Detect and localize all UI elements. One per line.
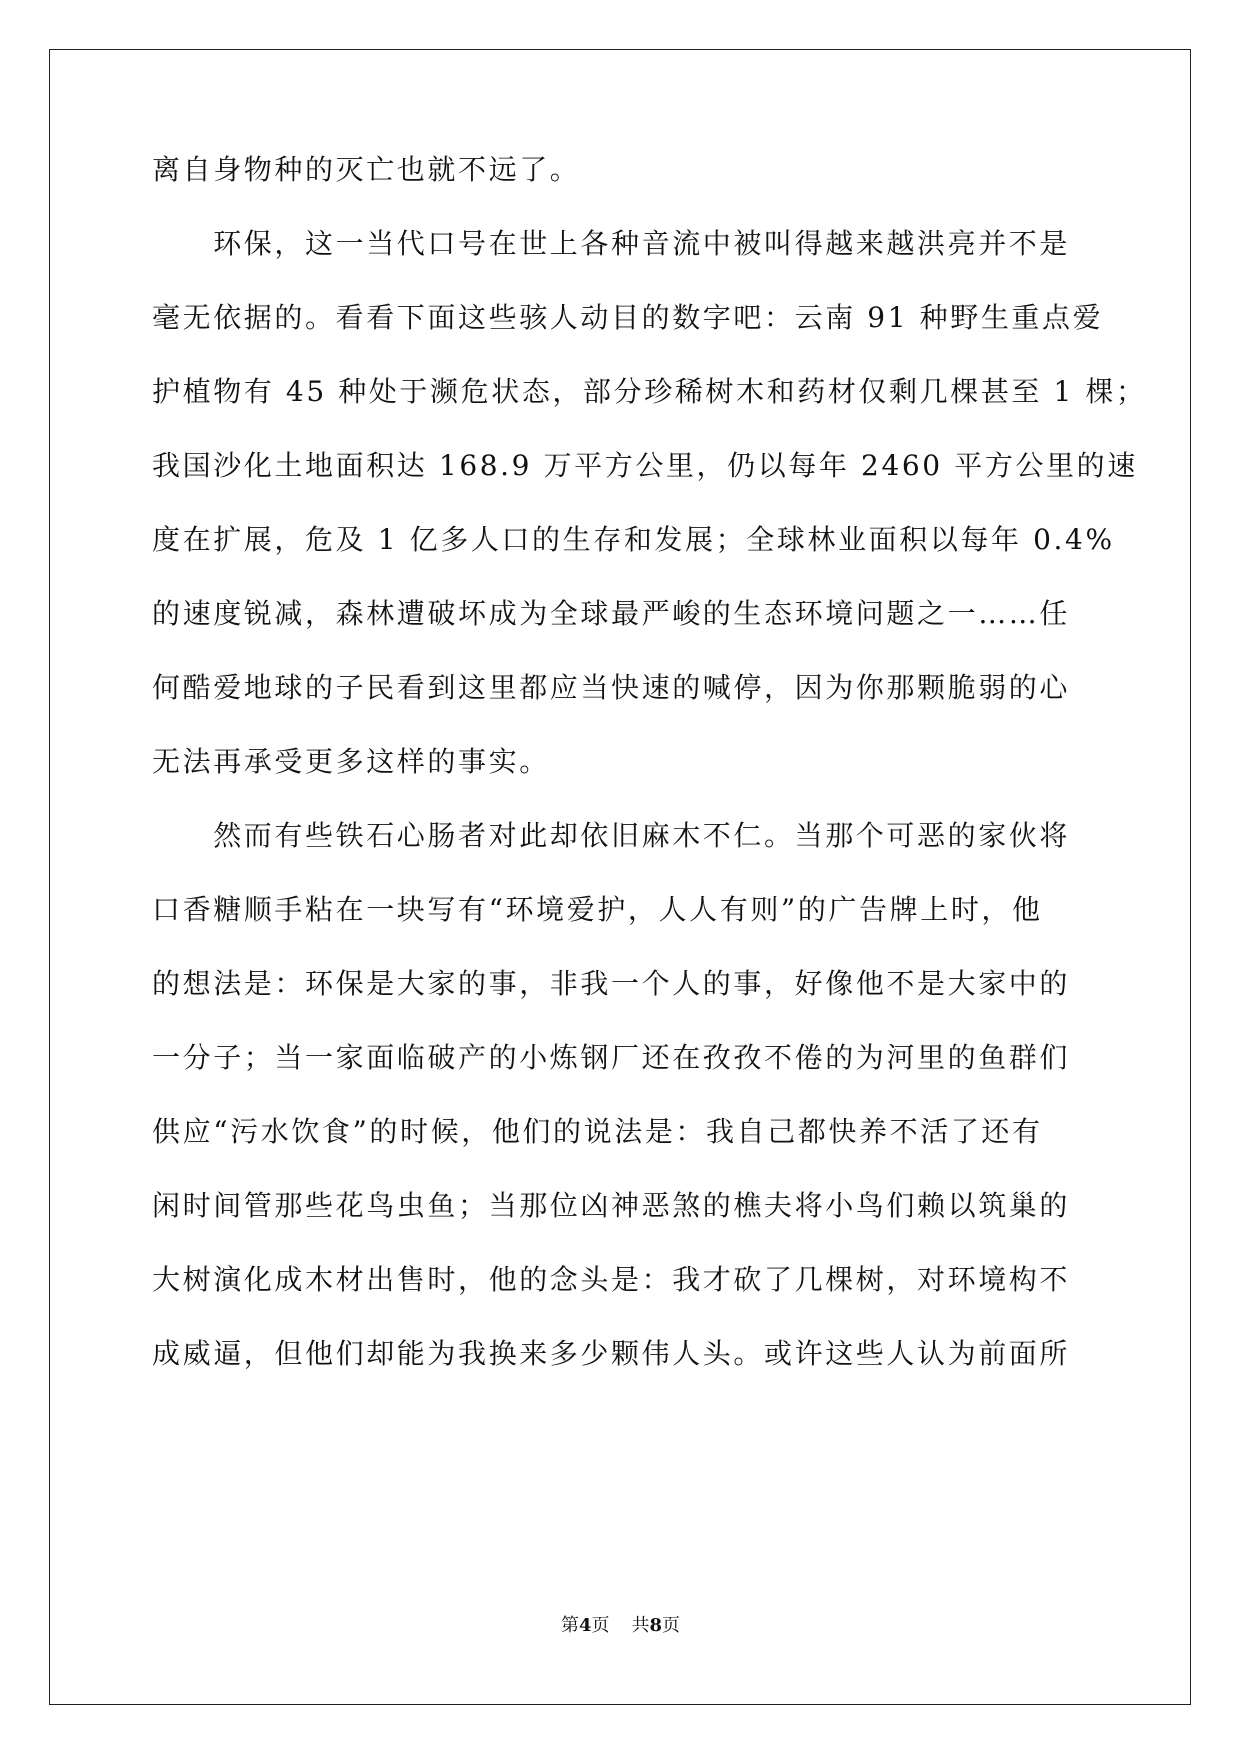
text-line: 护植物有 45 种处于濒危状态，部分珍稀树木和药材仅剩几棵甚至 1 棵； bbox=[152, 375, 1147, 408]
text-line: 无法再承受更多这样的事实。 bbox=[152, 745, 550, 778]
text-line: 离自身物种的灭亡也就不远了。 bbox=[152, 153, 581, 186]
text-line: 一分子；当一家面临破产的小炼钢厂还在孜孜不倦的为河里的鱼群们 bbox=[152, 1041, 1071, 1074]
text-line: 环保，这一当代口号在世上各种音流中被叫得越来越洪亮并不是 bbox=[152, 227, 1071, 260]
text-line: 度在扩展，危及 1 亿多人口的生存和发展；全球林业面积以每年 0.4% bbox=[152, 523, 1115, 556]
footer-page-suffix: 页 bbox=[591, 1615, 610, 1636]
text-line: 的速度锐减，森林遭破坏成为全球最严峻的生态环境问题之一……任 bbox=[152, 597, 1071, 630]
text-line: 何酷爱地球的子民看到这里都应当快速的喊停，因为你那颗脆弱的心 bbox=[152, 671, 1071, 704]
text-line: 成威逼，但他们却能为我换来多少颗伟人头。或许这些人认为前面所 bbox=[152, 1337, 1071, 1370]
text-line: 的想法是：环保是大家的事，非我一个人的事，好像他不是大家中的 bbox=[152, 967, 1071, 1000]
text-line: 供应“污水饮食”的时候，他们的说法是：我自己都快养不活了还有 bbox=[152, 1115, 1043, 1148]
text-line: 口香糖顺手粘在一块写有“环境爱护，人人有则”的广告牌上时，他 bbox=[152, 893, 1043, 926]
text-line: 我国沙化土地面积达 168.9 万平方公里，仍以每年 2460 平方公里的速 bbox=[152, 449, 1138, 482]
footer-prefix: 第 bbox=[560, 1615, 579, 1636]
footer-total-prefix: 共 bbox=[631, 1615, 650, 1636]
text-line: 大树演化成木材出售时，他的念头是：我才砍了几棵树，对环境构不 bbox=[152, 1263, 1071, 1296]
footer-total-suffix: 页 bbox=[662, 1615, 681, 1636]
page-footer bbox=[0, 1614, 1241, 1638]
total-pages-number: 8 bbox=[649, 1615, 663, 1636]
text-line: 闲时间管那些花鸟虫鱼；当那位凶神恶煞的樵夫将小鸟们赖以筑巢的 bbox=[152, 1189, 1071, 1222]
text-line: 然而有些铁石心肠者对此却依旧麻木不仁。当那个可恶的家伙将 bbox=[152, 819, 1071, 852]
current-page-number: 4 bbox=[578, 1615, 592, 1636]
text-line: 毫无依据的。看看下面这些骇人动目的数字吧：云南 91 种野生重点爱 bbox=[152, 301, 1104, 334]
